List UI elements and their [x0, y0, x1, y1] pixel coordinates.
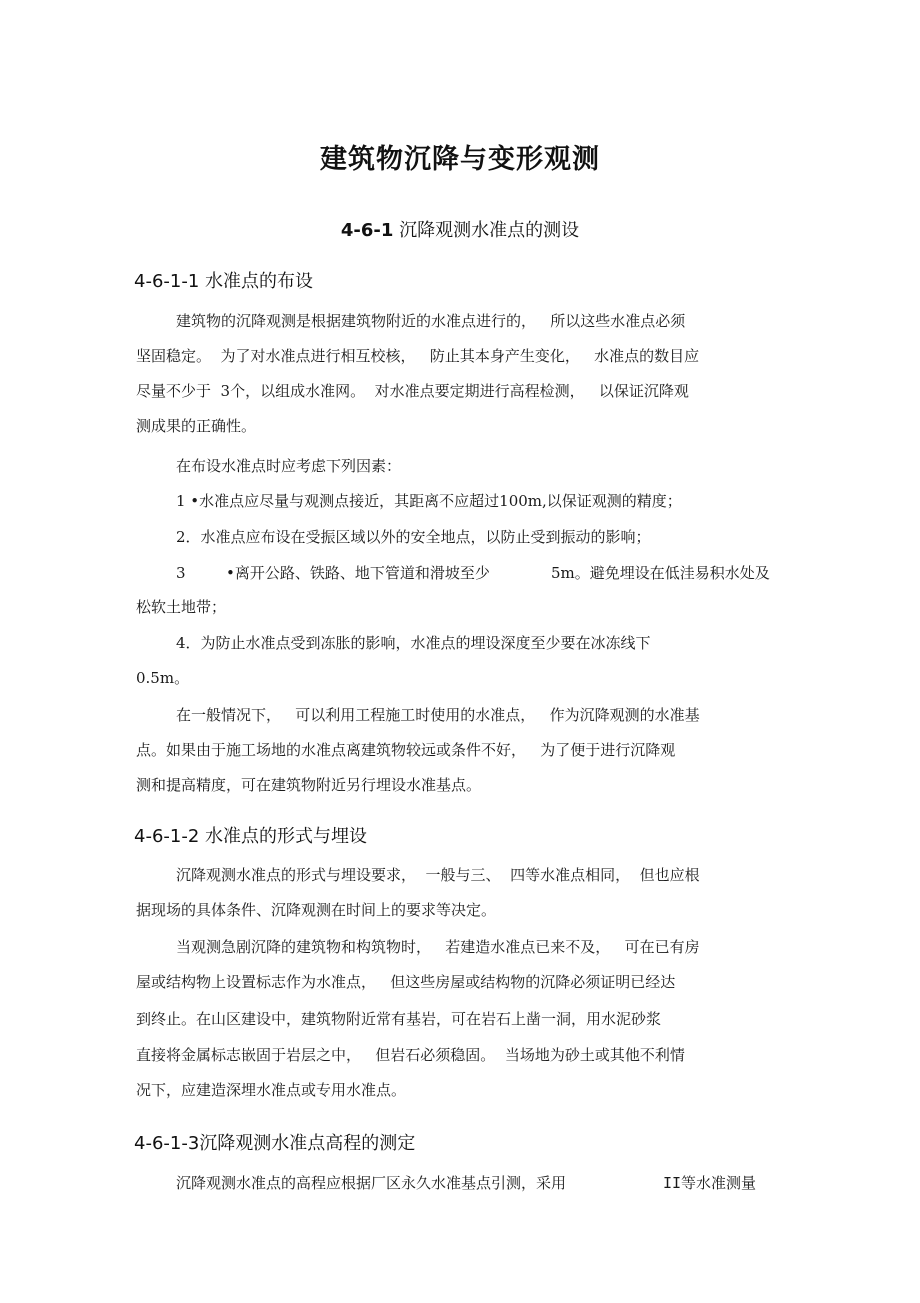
paragraph-line: 测成果的正确性。 [136, 417, 257, 435]
paragraph-line: 在一般情况下， 可以利用工程施工时使用的水准点， 作为沉降观测的水准基 [176, 706, 700, 724]
section-title: 沉降观测水准点的测设 [393, 220, 580, 241]
list-item-3-number: 3 [176, 564, 186, 582]
list-intro: 在布设水准点时应考虑下列因素： [176, 457, 402, 475]
paragraph-line: 据现场的具体条件、沉降观测在时间上的要求等决定。 [136, 901, 497, 919]
subsection-heading-1: 4-6-1-1 水准点的布设 [134, 271, 314, 292]
paragraph-line-tail: II等水准测量 [663, 1174, 757, 1192]
paragraph-line: 直接将金属标志嵌固于岩层之中， 但岩石必须稳固。 当场地为砂土或其他不利情 [136, 1046, 685, 1064]
paragraph-line: 况下，应建造深埋水准点或专用水准点。 [136, 1081, 407, 1099]
list-item-3-text: •离开公路、铁路、地下管道和滑坡至少 [226, 564, 490, 582]
list-item-3-continuation: 松软土地带； [136, 598, 227, 616]
paragraph-line: 屋或结构物上设置标志作为水准点， 但这些房屋或结构物的沉降必须证明已经达 [136, 973, 676, 991]
list-item-1: 1 •水准点应尽量与观测点接近，其距离不应超过100m,以保证观测的精度； [176, 492, 682, 510]
paragraph-line: 建筑物的沉降观测是根据建筑物附近的水准点进行的， 所以这些水准点必须 [176, 312, 686, 330]
list-item-2: 2．水准点应布设在受振区域以外的安全地点，以防止受到振动的影响； [176, 528, 651, 546]
section-number: 4-6-1 [340, 220, 394, 241]
list-item-3-distance: 5m。避免埋设在低洼易积水处及 [551, 564, 770, 582]
paragraph-line: 点。如果由于施工场地的水准点离建筑物较远或条件不好， 为了便于进行沉降观 [136, 741, 676, 759]
paragraph-line: 沉降观测水准点的形式与埋设要求， 一般与三、 四等水准点相同， 但也应根 [176, 866, 700, 884]
paragraph-line: 当观测急剧沉降的建筑物和构筑物时， 若建造水准点已来不及， 可在已有房 [176, 938, 700, 956]
list-item-4-continuation: 0.5m。 [136, 669, 190, 687]
subsection-heading-3: 4-6-1-3沉降观测水准点高程的测定 [134, 1133, 416, 1154]
document-title: 建筑物沉降与变形观测 [320, 144, 600, 175]
paragraph-line: 测和提高精度，可在建筑物附近另行埋设水准基点。 [136, 776, 482, 794]
paragraph-line: 沉降观测水准点的高程应根据厂区永久水准基点引测，采用 [176, 1174, 567, 1192]
paragraph-line: 坚固稳定。 为了对水准点进行相互校核， 防止其本身产生变化， 水准点的数目应 [136, 347, 700, 365]
section-heading [0, 216, 920, 242]
subsection-heading-2: 4-6-1-2 水准点的形式与埋设 [134, 826, 368, 847]
paragraph-line: 到终止。在山区建设中，建筑物附近常有基岩，可在岩石上凿一洞，用水泥砂浆 [136, 1010, 662, 1028]
list-item-4: 4．为防止水准点受到冻胀的影响，水准点的埋设深度至少要在冰冻线下 [176, 634, 651, 652]
paragraph-line: 尽量不少于 3个，以组成水准网。 对水准点要定期进行高程检测， 以保证沉降观 [136, 382, 689, 400]
